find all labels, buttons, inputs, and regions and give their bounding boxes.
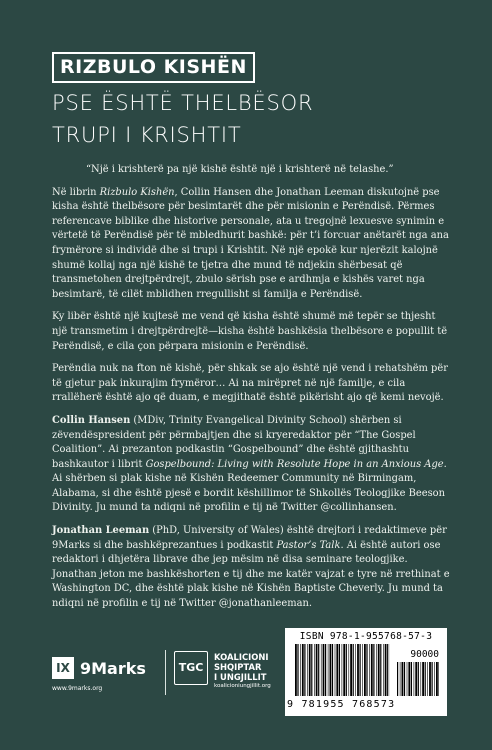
- logo-divider: [165, 650, 166, 695]
- publisher-9marks-logo: [52, 657, 146, 679]
- excerpt-paragraph: Perëndia nuk na fton në kishë, për shkak se ajo është një vend i rehatshëm për të gjetur pak inkurajim frymëror… Ai na mirëpret në një familje, e cila rrallëherë është ajo që duam, e megjithatë është pikërisht ajo që kemi nevojë.: [52, 363, 448, 404]
- isbn-barcode: [285, 628, 447, 716]
- author-bio-hansen: Collin Hansen (MDiv, Trinity Evangelical Divinity School) shërben si zëvendëspresident për përmbajtjen dhe si kryeredaktor për “The Gospel Coalition”. Ai prezanton podkastin “Gospelbound” dhe është gjithashtu bashkautor i librit Gospelbound: Living with Resolute Hope in an Anxious Age. Ai shërben si plak kishe në Kishën Redeemer Community në Birmingam, Alabama, si dhe është pjesë e bordit këshillimor të Shkollës Teologjike Beeson Divinity. Ju mund ta ndiqni në profilin e tij në Twitter @collinhansen.: [52, 414, 447, 514]
- barcode-digits: 9 781955 768573: [287, 699, 396, 710]
- author-name: Jonathan Leeman: [52, 525, 150, 537]
- book-subtitle-line-1: PSE ËSHTË THELBËSOR: [52, 91, 314, 115]
- podcast-title-ref: Pastor’s Talk: [276, 539, 341, 551]
- tgc-url: koalicioniungjillit.org: [214, 683, 271, 689]
- price-barcode-bars: [397, 662, 439, 696]
- tgc-name: KOALICIONI SHQIPTAR I UNGJILLIT koalicioniungjillit.org: [214, 652, 271, 689]
- summary-paragraph: Ky libër është një kujtesë me vend që kisha është shumë më tepër se thjesht një transmetim i drejtpërdrejtë—kisha është bashkësia thelbësore e popullit të Perëndisë, e cila çon përpara misionin e Perëndisë.: [52, 311, 448, 352]
- ix-logo-icon: IX: [52, 657, 74, 679]
- publisher-url: www.9marks.org: [52, 685, 103, 692]
- publisher-name: 9Marks: [80, 658, 146, 678]
- series-label-box: [52, 52, 255, 83]
- isbn-number: ISBN 978-1-955768-57-3: [299, 631, 433, 642]
- book-title-ref: Gospelbound: Living with Resolute Hope in an Anxious Age: [145, 458, 444, 470]
- book-title-ref: Rizbulo Kishën: [99, 186, 175, 198]
- book-subtitle-line-2: TRUPI I KRISHTIT: [52, 123, 242, 147]
- author-name: Collin Hansen: [52, 414, 131, 426]
- opening-quote: “Një i krishterë pa një kishë është një i krishterë në telashe.”: [86, 164, 394, 175]
- publisher-tgc-logo: [174, 651, 271, 690]
- price-code: 90000: [410, 649, 439, 660]
- back-cover-text: [52, 163, 450, 620]
- description-paragraph: Në librin Rizbulo Kishën, Collin Hansen dhe Jonathan Leeman diskutojnë pse kisha është thelbësore për besimtarët dhe për misionin e Perëndisë. Përmes referencave biblike dhe historive personale, ata u tregojnë lexuesve synimin e vërtetë të Perëndisë për të mbledhurit bashkë: për t’i forcuar anëtarët nga ana frymërore si individë dhe si trupi i Krishtit. Në një epokë kur njerëzit kalojnë shumë kollaj nga një kishë te tjetra dhe mund të ndjekin shërbesat që transmetohen drejtpërdrejt, zbulo sërish pse e ardhmja e kishës varet nga besimtarë, të cilët mblidhen rregullisht si familja e Perëndisë.: [52, 186, 449, 300]
- series-label: RIZBULO KISHËN: [60, 56, 247, 78]
- author-bio-leeman: Jonathan Leeman (PhD, University of Wales) është drejtori i redaktimeve për 9Marks si dhe bashkëprezantues i podkastit Pastor’s Talk. Ai është autori ose redaktori i dhjetëra librave dhe jep mësim në disa seminare teologjike. Jonathan jeton me bashkëshorten e tij dhe me katër vajzat e tyre në rrethinat e Washington DC, dhe është plak kishe në Kishën Baptiste Cheverly. Ju mund ta ndiqni në profilin e tij në Twitter @jonathanleeman.: [52, 525, 450, 610]
- tgc-logo-icon: TGC: [174, 651, 208, 685]
- barcode-bars: [295, 644, 390, 696]
